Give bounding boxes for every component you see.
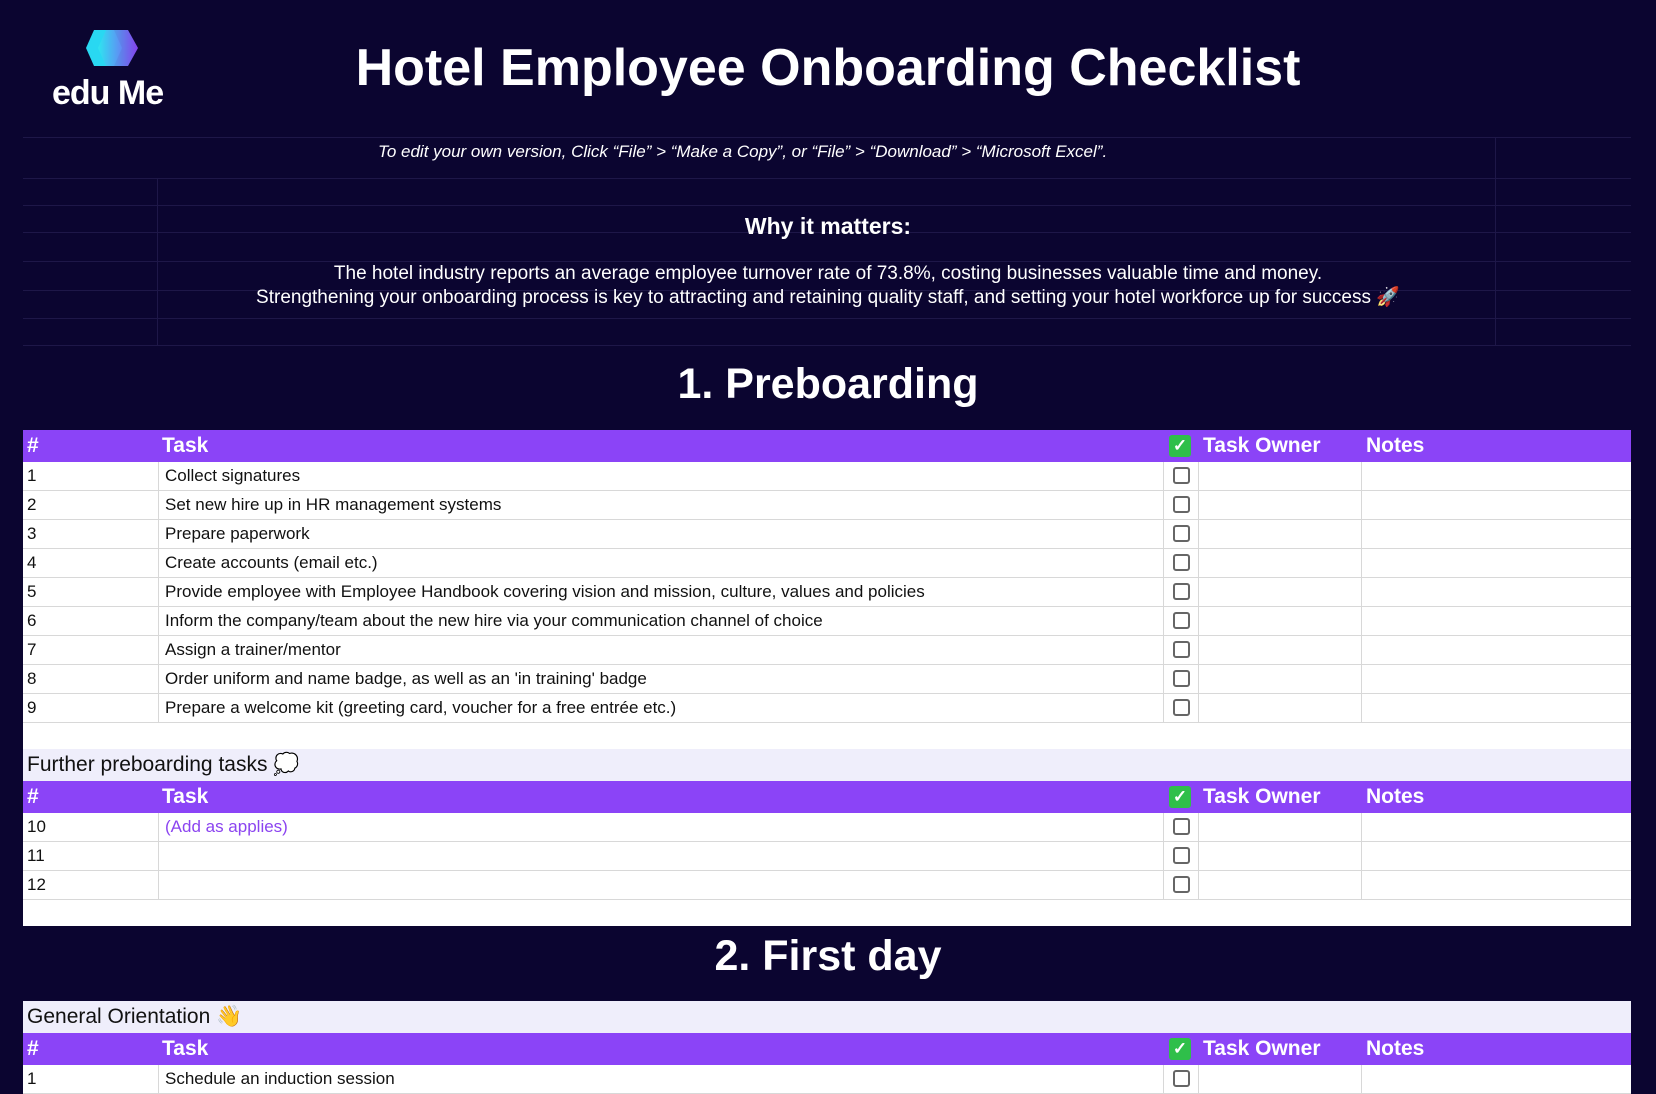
task-checkbox[interactable]	[1173, 670, 1190, 687]
further-rows	[23, 813, 1631, 900]
checkbox-cell	[1163, 607, 1198, 635]
task-checkbox[interactable]	[1173, 818, 1190, 835]
checkbox-cell	[1163, 462, 1198, 490]
row-number: 10	[27, 817, 46, 836]
header-notes: Notes	[1366, 434, 1425, 457]
table-row	[23, 636, 1631, 665]
grid-line	[23, 345, 1631, 346]
checkbox-cell	[1163, 520, 1198, 548]
task-owner-cell[interactable]	[1198, 607, 1361, 635]
row-number: 12	[27, 875, 46, 894]
table-row	[23, 813, 1631, 842]
table-row	[23, 871, 1631, 900]
table-header	[23, 781, 1631, 813]
row-number: 9	[27, 698, 37, 717]
why-text	[0, 262, 1656, 310]
task-owner-cell[interactable]	[1198, 871, 1361, 899]
grid-line	[23, 205, 1631, 206]
task-cell[interactable]: Order uniform and name badge, as well as an 'in training' badge	[158, 665, 1187, 693]
row-number: 1	[27, 466, 37, 485]
table-spacer	[23, 723, 1631, 749]
header-notes: Notes	[1366, 1037, 1425, 1060]
checkbox-cell	[1163, 636, 1198, 664]
table-row	[23, 694, 1631, 723]
first-day-table	[23, 1001, 1631, 1094]
notes-cell[interactable]	[1361, 636, 1632, 664]
table-row	[23, 549, 1631, 578]
task-checkbox[interactable]	[1173, 496, 1190, 513]
checkbox-cell	[1163, 871, 1198, 899]
checkbox-cell	[1163, 578, 1198, 606]
task-checkbox[interactable]	[1173, 612, 1190, 629]
notes-cell[interactable]	[1361, 1065, 1632, 1093]
why-line-2: Strengthening your onboarding process is key to attracting and retaining quality staff, and setting your hotel workforce up for success 🚀	[256, 287, 1400, 308]
table-row	[23, 842, 1631, 871]
task-owner-cell[interactable]	[1198, 1065, 1361, 1093]
notes-cell[interactable]	[1361, 578, 1632, 606]
task-cell[interactable]: Create accounts (email etc.)	[158, 549, 1187, 577]
notes-cell[interactable]	[1361, 549, 1632, 577]
row-number: 6	[27, 611, 37, 630]
table-header	[23, 430, 1631, 462]
task-owner-cell[interactable]	[1198, 842, 1361, 870]
header-task: Task	[162, 434, 209, 457]
task-checkbox[interactable]	[1173, 847, 1190, 864]
task-cell[interactable]: Schedule an induction session	[158, 1065, 1187, 1093]
preboarding-table	[23, 430, 1631, 926]
table-row	[23, 491, 1631, 520]
notes-cell[interactable]	[1361, 462, 1632, 490]
task-owner-cell[interactable]	[1198, 520, 1361, 548]
row-number: 4	[27, 553, 37, 572]
table-row	[23, 520, 1631, 549]
notes-cell[interactable]	[1361, 694, 1632, 722]
logo-text: edu Me	[52, 74, 164, 112]
table-row	[23, 607, 1631, 636]
table-row	[23, 665, 1631, 694]
header-task-owner: Task Owner	[1203, 1037, 1321, 1060]
notes-cell[interactable]	[1361, 491, 1632, 519]
check-mark-icon: ✓	[1169, 1038, 1191, 1060]
task-checkbox[interactable]	[1173, 583, 1190, 600]
row-number: 2	[27, 495, 37, 514]
task-cell[interactable]: Assign a trainer/mentor	[158, 636, 1187, 664]
task-owner-cell[interactable]	[1198, 578, 1361, 606]
notes-cell[interactable]	[1361, 607, 1632, 635]
grid-line	[23, 318, 1631, 319]
row-number: 3	[27, 524, 37, 543]
table-row	[23, 462, 1631, 491]
grid-line	[1495, 137, 1496, 346]
row-number: 11	[27, 846, 45, 865]
general-orientation-label: General Orientation 👋	[23, 1001, 1631, 1033]
task-owner-cell[interactable]	[1198, 694, 1361, 722]
checkbox-cell	[1163, 694, 1198, 722]
header-task: Task	[162, 1037, 209, 1060]
task-cell[interactable]: Prepare a welcome kit (greeting card, voucher for a free entrée etc.)	[158, 694, 1187, 722]
notes-cell[interactable]	[1361, 871, 1632, 899]
check-mark-icon: ✓	[1169, 435, 1191, 457]
section-title-preboarding: 1. Preboarding	[677, 360, 979, 408]
row-number: 8	[27, 669, 37, 688]
task-owner-cell[interactable]	[1198, 549, 1361, 577]
task-owner-cell[interactable]	[1198, 462, 1361, 490]
task-owner-cell[interactable]	[1198, 491, 1361, 519]
check-mark-icon: ✓	[1169, 786, 1191, 808]
task-cell[interactable]: Prepare paperwork	[158, 520, 1187, 548]
task-checkbox[interactable]	[1173, 641, 1190, 658]
table-header	[23, 1033, 1631, 1065]
why-line-1: The hotel industry reports an average employee turnover rate of 73.8%, costing businesses valuable time and money.	[333, 263, 1323, 284]
task-cell[interactable]: Set new hire up in HR management systems	[158, 491, 1187, 519]
task-owner-cell[interactable]	[1198, 636, 1361, 664]
notes-cell[interactable]	[1361, 813, 1632, 841]
task-cell[interactable]	[158, 871, 1187, 899]
task-cell[interactable]: Provide employee with Employee Handbook covering vision and mission, culture, values and policies	[158, 578, 1187, 606]
preboarding-rows	[23, 462, 1631, 723]
header-task: Task	[162, 785, 209, 808]
checkbox-cell	[1163, 549, 1198, 577]
header-task-owner: Task Owner	[1203, 785, 1321, 808]
task-owner-cell[interactable]	[1198, 665, 1361, 693]
further-tasks-label: Further preboarding tasks 💭	[23, 749, 1631, 781]
task-checkbox[interactable]	[1173, 467, 1190, 484]
table-row	[23, 578, 1631, 607]
task-cell[interactable]: Collect signatures	[158, 462, 1187, 490]
notes-cell[interactable]	[1361, 842, 1632, 870]
task-checkbox[interactable]	[1173, 876, 1190, 893]
row-number: 5	[27, 582, 37, 601]
task-cell[interactable]: (Add as applies)	[158, 813, 1187, 841]
section-title-first-day: 2. First day	[714, 932, 942, 980]
header-notes: Notes	[1366, 785, 1425, 808]
task-checkbox[interactable]	[1173, 699, 1190, 716]
row-number: 7	[27, 640, 37, 659]
notes-cell[interactable]	[1361, 520, 1632, 548]
grid-line	[23, 178, 1631, 179]
edit-instructions: To edit your own version, Click “File” > “Make a Copy”, or “File” > “Download” > “Microsoft Excel”.	[378, 142, 1108, 161]
header-num: #	[27, 1037, 39, 1060]
header-num: #	[27, 434, 39, 457]
checkbox-cell	[1163, 842, 1198, 870]
task-cell[interactable]: Inform the company/team about the new hire via your communication channel of choice	[158, 607, 1187, 635]
task-checkbox[interactable]	[1173, 1070, 1190, 1087]
header-task-owner: Task Owner	[1203, 434, 1321, 457]
checkbox-cell	[1163, 665, 1198, 693]
notes-cell[interactable]	[1361, 665, 1632, 693]
task-checkbox[interactable]	[1173, 525, 1190, 542]
task-owner-cell[interactable]	[1198, 813, 1361, 841]
page-title: Hotel Employee Onboarding Checklist	[355, 39, 1301, 97]
checkbox-cell	[1163, 813, 1198, 841]
task-cell[interactable]	[158, 842, 1187, 870]
checkbox-cell	[1163, 491, 1198, 519]
why-heading: Why it matters:	[744, 213, 912, 239]
header-num: #	[27, 785, 39, 808]
table-spacer	[23, 900, 1631, 926]
row-number: 1	[27, 1069, 37, 1088]
task-checkbox[interactable]	[1173, 554, 1190, 571]
grid-line	[23, 137, 1631, 138]
checkbox-cell	[1163, 1065, 1198, 1093]
